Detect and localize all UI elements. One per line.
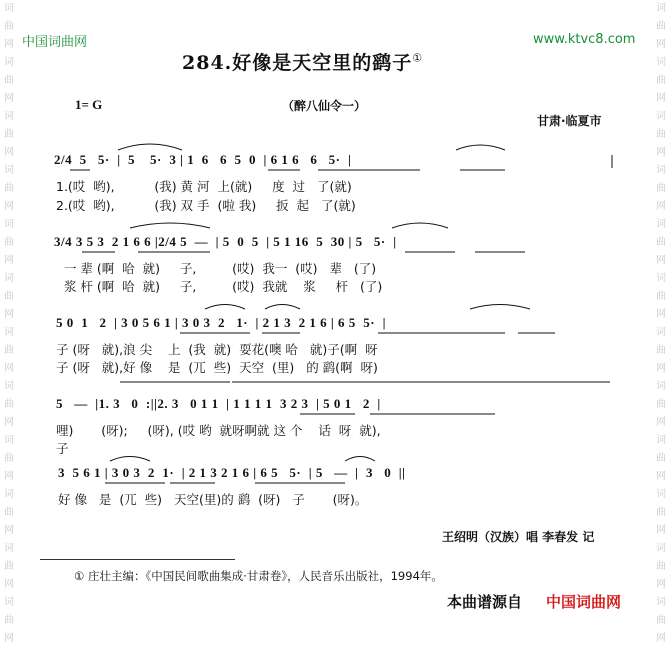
staff-4-lyric-2: 子 xyxy=(56,441,69,456)
slur-mark xyxy=(265,305,300,310)
left-watermark-text: 词 曲 网 词 曲 网 词 曲 网 词 曲 网 词 曲 网 词 曲 网 词 曲 网 词 曲 网 词 曲 网 词 曲 网 词 曲 网 词 曲 网 xyxy=(4,3,14,644)
slur-mark xyxy=(110,457,150,462)
staff-1-lyric-1: 1.(哎 哟), (我) 黄 河 上(就) 度 过 了(就) xyxy=(56,179,352,194)
staff-1-notes: 2/4 5 5· | 5 5· 3 | 1 6 6 5 0 | 6 1 6 6 5· | xyxy=(54,152,352,167)
slur-mark xyxy=(456,145,505,150)
staff-5-lyric-1: 好 像 是 (兀 些) 天空(里)的 鹞 (呀) 子 (呀)。 xyxy=(58,492,368,507)
song-title-text: 284.好像是天空里的鹞子 xyxy=(182,52,413,74)
staff-3-notes: 5 0 1 2 | 3 0 5 6 1 | 3 0 3 2 1· | 2 1 3 2 1 6 | 6 5 5· | xyxy=(56,315,386,330)
performer-credits: 王绍明（汉族）唱 李春发 记 xyxy=(442,530,595,544)
source-label: 本曲谱源自 xyxy=(447,593,523,611)
site-url-header[interactable]: www.ktvc8.com xyxy=(533,32,636,47)
slur-mark xyxy=(345,457,375,462)
staff-3-lyric-1: 子 (呀 就),浪 尖 上 (我 就) 耍花(噢 哈 就)子(啊 呀 xyxy=(56,342,378,357)
staff-4-lyric-1: 哩) (呀); (呀), (哎 哟 就呀啊就 这 个 话 呀 就), xyxy=(56,423,381,438)
staff-2-lyric-1: 一 辈 (啊 哈 就) 子, (哎) 我一 (哎) 辈 (了) xyxy=(56,261,377,276)
staff-1-lyric-2: 2.(哎 哟), (我) 双 手 (啦 我) 扳 起 了(就) xyxy=(56,198,356,213)
staff-3-lyric-2: 子 (呀 就),好 像 是 (兀 些) 天空 (里) 的 鹞(啊 呀) xyxy=(56,360,378,375)
title-footnote-mark: ① xyxy=(412,51,424,65)
right-watermark-text: 词 曲 网 词 曲 网 词 曲 网 词 曲 网 词 曲 网 词 曲 网 词 曲 网 词 曲 网 词 曲 网 词 曲 网 词 曲 网 词 曲 网 xyxy=(656,3,666,644)
key-signature: 1= G xyxy=(75,97,103,112)
staff-5-notes: 3 5 6 1 | 3 0 3 2 1· | 2 1 3 2 1 6 | 6 5 5· | 5 — | 3 0 || xyxy=(58,465,406,480)
tune-name: （醉八仙令一） xyxy=(282,99,367,113)
slur-mark xyxy=(470,305,530,310)
site-name-header[interactable]: 中国词曲网 xyxy=(22,35,88,50)
slur-mark xyxy=(118,144,182,150)
slur-mark xyxy=(392,223,448,228)
footnote-rule xyxy=(40,559,235,560)
staff-2-notes: 3/4 3 5 3 2 1 6 6 |2/4 5 — | 5 0 5 | 5 1 16 5 30 | 5 5· | xyxy=(54,234,397,249)
slur-mark xyxy=(205,305,245,310)
footnote: ① 庄壮主编：《中国民间歌曲集成·甘肃卷》，人民音乐出版社，1994年。 xyxy=(74,569,443,583)
staff-2-lyric-2: 浆 杆 (啊 哈 就) 子, (哎) 我就 浆 杆 (了) xyxy=(56,279,383,294)
slur-mark xyxy=(130,223,210,228)
staff-4-notes: 5 — |1. 3 0 :||2. 3 0 1 1 | 1 1 1 1 3 2 3 | 5 0 1 2 | xyxy=(56,396,381,411)
region-label: 甘肃·临夏市 xyxy=(537,114,602,128)
source-site-link[interactable]: 中国词曲网 xyxy=(546,593,622,611)
